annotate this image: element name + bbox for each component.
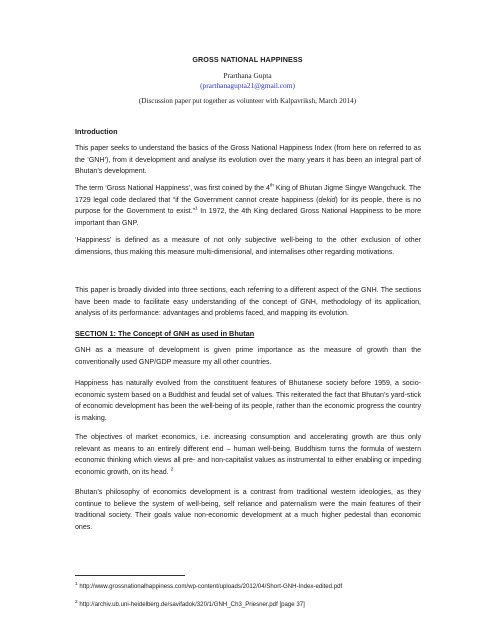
intro-p2-text-b: King of Bhutan Jigme Singye Wangchuck. The 1729 legal code declared that “if the Government cannot create happiness ( — [75, 185, 421, 204]
footnote-ref-1: 1 — [195, 206, 198, 212]
intro-paragraph-4: This paper is broadly divided into three sections, each referring to a different aspect of the GNH. The sections have been made to facilitate easy understanding of the concept of GNH, methodology of its application, analysis of its performance: advantages and problems faced, and mapping its evolution. — [75, 287, 421, 318]
intro-paragraph-2 — [75, 183, 421, 229]
section1-paragraph-1: GNH as a measure of development is given prime importance as the measure of growth than the conventionally used GNP/GDP measure my all other countries. — [75, 347, 421, 366]
intro-p2-text-c: ) for its people, there is no purpose for the Government to exist.” — [75, 196, 421, 216]
document-title: GROSS NATIONAL HAPPINESS — [192, 55, 303, 64]
footnote-1-link[interactable]: http://www.grossnationalhappiness.com/wp-content/uploads/2012/04/Short-GNH-Index-edited.pdf — [77, 583, 343, 590]
introduction-heading: Introduction — [75, 127, 118, 136]
footnote-2-link[interactable]: http://archiv.ub.uni-heidelberg.de/savifadok/320/1/GNH_Ch3_Priesner.pdf [page 37] — [77, 601, 305, 608]
section1-p3-text: The objectives of market economics, i.e. increasing consumption and accelerating growth are thus only relevant as means to an entirely different end – human well-being. Buddhism turns the formula of western economic thinking which views all pre- and non-capitalist values as instrumental to either enabling or impeding economic growth, on its head. — [75, 434, 421, 476]
intro-paragraph-3: ‘Happiness’ is defined as a measure of not only subjective well-being to the other exclusion of other dimensions, thus making this measure multi-dimensional, and internalises other regarding motivations. — [75, 237, 421, 256]
author-email[interactable]: (prarthanagupta21@gmail.com) — [200, 81, 295, 90]
author-name: Prarthana Gupta — [223, 71, 272, 80]
section-1-heading: SECTION 1: The Concept of GNH as used in Bhutan — [75, 329, 255, 338]
section1-paragraph-2: Happiness has naturally evolved from the constituent features of Bhutanese society before 1959, a socio-economic system based on a Buddhist and feudal set of values. This reiterated the fact that Bhutan’s yard-stick of economic development has been the well-being of its people, rather than the economic progress the country is making. — [75, 380, 422, 422]
superscript-th: th — [269, 183, 274, 189]
footnote-1 — [75, 583, 342, 590]
intro-p2-text-a: The term ‘Gross National Happiness’, was first coined by the 4 — [75, 185, 270, 192]
footnote-1-number: 1 — [75, 581, 78, 587]
footnote-2 — [75, 601, 305, 608]
footnote-divider — [75, 575, 185, 576]
document-note: (Discussion paper put together as volunteer with Kalpavriksh, March 2014) — [138, 97, 357, 105]
footnote-ref-2: 2 — [170, 467, 174, 473]
intro-p2-text-d: In 1972, the 4th King declared Gross National Happiness to be more important than GNP. — [75, 208, 421, 227]
intro-paragraph-1: This paper seeks to understand the basics of the Gross National Happiness Index (from here on referred to as the ‘GNH’), from it development and analyse its evolution over the many years it has been an integral part of Bhutan’s development. — [75, 145, 421, 176]
section1-paragraph-3 — [75, 432, 421, 478]
section1-paragraph-4: Bhutan’s philosophy of economics development is a contrast from traditional western ideologies, as they continue to believe the system of well-being, self reliance and paternalism were the main features of their traditional society. Their goals value non-economic development at a much higher pedestal than economic ones. — [75, 489, 421, 531]
footnote-2-number: 2 — [75, 599, 78, 605]
dekid-term: dekid — [318, 196, 336, 204]
